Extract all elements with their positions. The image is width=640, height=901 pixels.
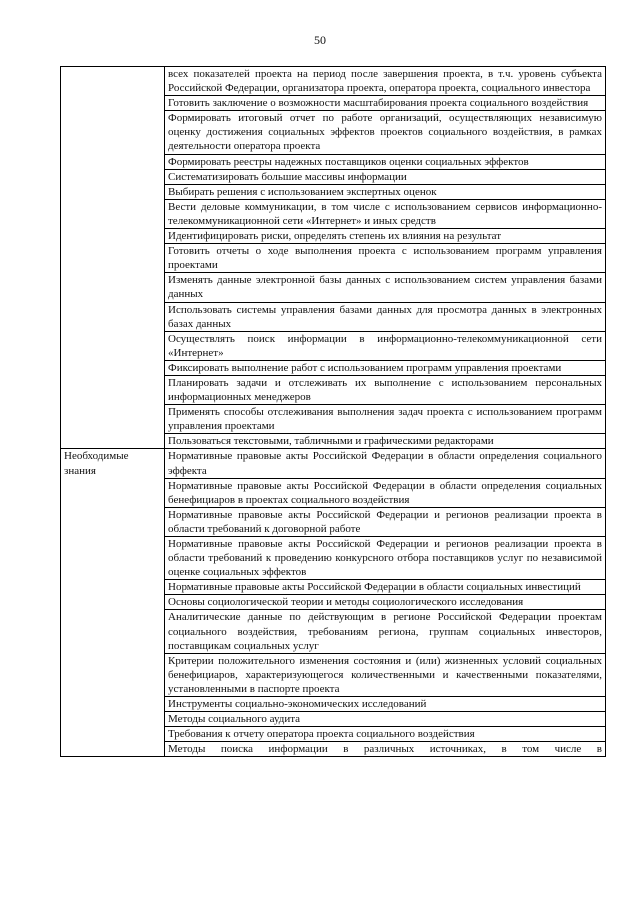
skill-item: Готовить отчеты о ходе выполнения проекта с использованием программ управления проектами xyxy=(165,244,606,273)
skill-item: всех показателей проекта на период после завершения проекта, в т.ч. уровень субъекта Российской Федерации, организатора проекта, оператора проекта, социального инвестора xyxy=(165,67,606,96)
competency-table xyxy=(60,66,606,757)
skill-item: Изменять данные электронной базы данных с использованием систем управления базами данных xyxy=(165,273,606,302)
skill-item: Вести деловые коммуникации, в том числе с использованием сервисов информационно-телекоммуникационной сети «Интернет» и иных средств xyxy=(165,199,606,228)
skill-item: Формировать реестры надежных поставщиков оценки социальных эффектов xyxy=(165,154,606,169)
knowledge-item: Нормативные правовые акты Российской Федерации в области определения социального эффекта xyxy=(165,449,606,478)
knowledge-item: Критерии положительного изменения состояния и (или) жизненных условий социальных бенефициаров, характеризующегося количественными и качественными показателями, установленными в паспорте проекта xyxy=(165,653,606,696)
knowledge-item-text: Методы поиска информации в различных источниках, в том числе в xyxy=(168,743,602,756)
knowledge-item: Методы социального аудита xyxy=(165,712,606,727)
knowledge-item: Инструменты социально-экономических исследований xyxy=(165,697,606,712)
page-number: 50 xyxy=(314,33,326,47)
skill-item: Фиксировать выполнение работ с использованием программ управления проектами xyxy=(165,360,606,375)
skill-item: Использовать системы управления базами данных для просмотра данных в электронных базах данных xyxy=(165,302,606,331)
skill-item: Готовить заключение о возможности масштабирования проекта социального воздействия xyxy=(165,96,606,111)
skill-item: Формировать итоговый отчет по работе организаций, осуществляющих независимую оценку достижения социальных эффектов проектов социального воздействия, в рамках деятельности оператора проекта xyxy=(165,111,606,154)
skill-item: Применять способы отслеживания выполнения задач проекта с использованием программ управления проектами xyxy=(165,405,606,434)
group-label-empty xyxy=(61,67,165,449)
knowledge-item: Нормативные правовые акты Российской Федерации и регионов реализации проекта в области требований к проведению конкурсного отбора поставщиков услуг по независимой оценке социальных эффектов xyxy=(165,537,606,580)
table-row xyxy=(61,449,606,478)
knowledge-item: Аналитические данные по действующим в регионе Российской Федерации проектам социального воздействия, требованиям региона, группам социальных инвесторов, поставщикам социальных услуг xyxy=(165,610,606,653)
knowledge-item xyxy=(165,742,606,757)
skill-item: Выбирать решения с использованием экспертных оценок xyxy=(165,184,606,199)
knowledge-item: Основы социологической теории и методы социологического исследования xyxy=(165,595,606,610)
skill-item: Планировать задачи и отслеживать их выполнение с использованием персональных информационных менеджеров xyxy=(165,375,606,404)
knowledge-item: Нормативные правовые акты Российской Федерации в области социальных инвестиций xyxy=(165,580,606,595)
skill-item: Пользоваться текстовыми, табличными и графическими редакторами xyxy=(165,434,606,449)
group-label-knowledge: Необходимые знания xyxy=(61,449,165,757)
knowledge-item: Нормативные правовые акты Российской Федерации и регионов реализации проекта в области требований к договорной работе xyxy=(165,507,606,536)
skill-item: Идентифицировать риски, определять степень их влияния на результат xyxy=(165,229,606,244)
knowledge-item: Требования к отчету оператора проекта социального воздействия xyxy=(165,727,606,742)
knowledge-item: Нормативные правовые акты Российской Федерации в области определения социальных бенефициаров в проектах социального воздействия xyxy=(165,478,606,507)
skill-item: Систематизировать большие массивы информации xyxy=(165,169,606,184)
table-row xyxy=(61,67,606,96)
skill-item: Осуществлять поиск информации в информационно-телекоммуникационной сети «Интернет» xyxy=(165,331,606,360)
